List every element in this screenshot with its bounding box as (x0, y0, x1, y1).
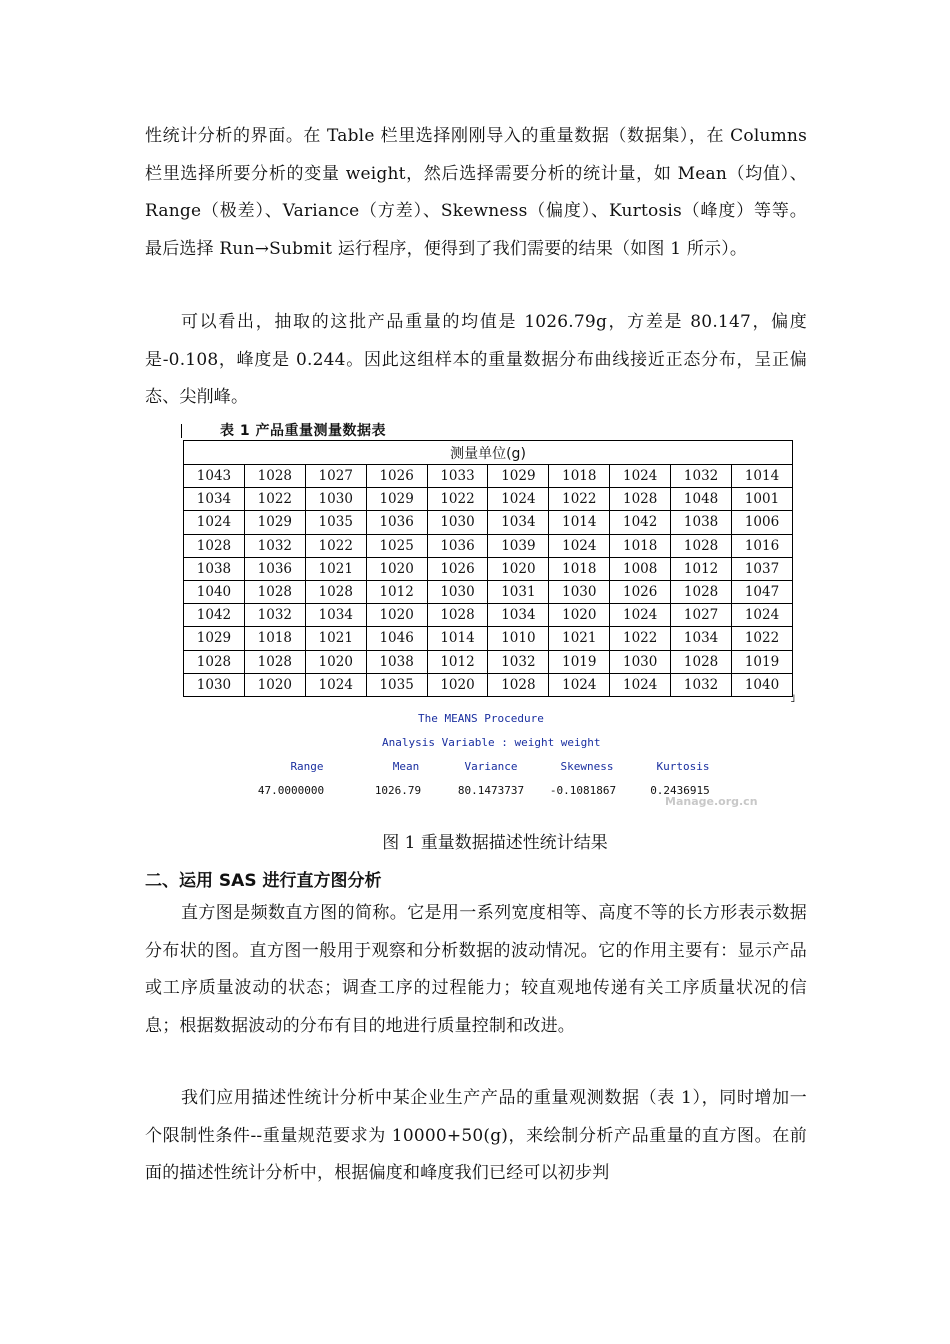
table-cell: 1024 (549, 673, 610, 696)
table-cell: 1022 (549, 488, 610, 511)
section-heading: 二、运用 SAS 进行直方图分析 (145, 871, 382, 891)
table-cell: 1029 (184, 627, 245, 650)
table-end-mark: ˩ (790, 692, 796, 705)
table-row (184, 465, 793, 488)
table-cell: 1047 (732, 580, 793, 603)
table-cell: 1032 (244, 604, 305, 627)
table-cell: 1040 (184, 580, 245, 603)
table-cell: 1029 (488, 465, 549, 488)
table-cell: 1024 (549, 534, 610, 557)
table-body (184, 465, 793, 697)
table-row (184, 673, 793, 696)
table-row (184, 604, 793, 627)
table-cell: 1016 (732, 534, 793, 557)
sas-value-mean: 1026.79 (374, 784, 422, 797)
table-cell: 1030 (427, 580, 488, 603)
table-cell: 1022 (732, 627, 793, 650)
table-cell: 1042 (610, 511, 671, 534)
paragraph-histogram-intro: 直方图是频数直方图的简称。它是用一系列宽度相等、高度不等的长方形表示数据分布状的图。直方图一般用于观察和分析数据的波动情况。它的作用主要有：显示产品或工序质量波动的状态；调查工序的过程能力；较直观地传递有关工序质量状况的信息；根据数据波动的分布有目的地进行质量控制和改进。 (145, 903, 807, 1036)
table-cell: 1018 (610, 534, 671, 557)
table-cell: 1022 (244, 488, 305, 511)
table-cell: 1020 (366, 604, 427, 627)
table-cell: 1036 (427, 534, 488, 557)
table-cell: 1001 (732, 488, 793, 511)
table-cell: 1028 (610, 488, 671, 511)
table-cell: 1038 (366, 650, 427, 673)
table-cell: 1028 (488, 673, 549, 696)
table-caption: 表 1 产品重量测量数据表 (220, 423, 386, 439)
table-cell: 1026 (610, 580, 671, 603)
table-row (184, 627, 793, 650)
table-row (184, 557, 793, 580)
table-cell: 1024 (488, 488, 549, 511)
sas-header-skewness: Skewness (560, 760, 614, 773)
table-cell: 1012 (427, 650, 488, 673)
table-cell: 1027 (305, 465, 366, 488)
table-cell: 1028 (184, 650, 245, 673)
table-cell: 1028 (244, 580, 305, 603)
sas-value-variance: 80.1473737 (457, 784, 525, 797)
table-cell: 1018 (549, 465, 610, 488)
table-cell: 1036 (366, 511, 427, 534)
paragraph-intro: 性统计分析的界面。在 Table 栏里选择刚刚导入的重量数据（数据集），在 Columns 栏里选择所要分析的变量 weight，然后选择需要分析的统计量，如 Mean（均值）、Range（极差）、Variance（方差）、Skewness（偏度）、Kurtosis（峰度）等等。最后选择 Run→Submit 运行程序，便得到了我们需要的结果（如图 1 所示）。 (145, 126, 807, 259)
table-cell: 1032 (671, 465, 732, 488)
table-cell: 1012 (366, 580, 427, 603)
table-cell: 1025 (366, 534, 427, 557)
table-cell: 1034 (184, 488, 245, 511)
table-cell: 1020 (305, 650, 366, 673)
table-cell: 1030 (305, 488, 366, 511)
table-cell: 1024 (610, 673, 671, 696)
table-cell: 1020 (366, 557, 427, 580)
table-cell: 1034 (488, 511, 549, 534)
paragraph-observation: 可以看出，抽取的这批产品重量的均值是 1026.79g，方差是 80.147，偏度是-0.108，峰度是 0.244。因此这组样本的重量数据分布曲线接近正态分布，呈正偏态、尖削峰。 (145, 312, 807, 407)
figure-caption: 图 1 重量数据描述性统计结果 (382, 833, 608, 853)
watermark: Manage.org.cn (665, 795, 758, 808)
table-cell: 1012 (671, 557, 732, 580)
weight-data-table (183, 440, 793, 697)
table-cell: 1020 (244, 673, 305, 696)
table-cell: 1033 (427, 465, 488, 488)
table-cell: 1022 (610, 627, 671, 650)
table-cell: 1036 (244, 557, 305, 580)
table-cell: 1014 (732, 465, 793, 488)
table-cell: 1028 (244, 650, 305, 673)
table-cell: 1028 (671, 534, 732, 557)
table-cell: 1028 (184, 534, 245, 557)
table-cell: 1030 (184, 673, 245, 696)
table-cell: 1028 (671, 580, 732, 603)
table-row (184, 534, 793, 557)
sas-header-mean: Mean (392, 760, 420, 773)
table-cell: 1035 (305, 511, 366, 534)
sas-header-kurtosis: Kurtosis (656, 760, 710, 773)
table-cell: 1029 (366, 488, 427, 511)
table-cell: 1037 (732, 557, 793, 580)
table-cell: 1020 (488, 557, 549, 580)
table-cell: 1032 (488, 650, 549, 673)
table-cell: 1030 (427, 511, 488, 534)
table-cell: 1048 (671, 488, 732, 511)
table-cell: 1028 (671, 650, 732, 673)
table-cell: 1018 (244, 627, 305, 650)
table-cell: 1028 (427, 604, 488, 627)
table-cell: 1022 (427, 488, 488, 511)
table-cell: 1034 (671, 627, 732, 650)
sas-header-variance: Variance (464, 760, 518, 773)
table-header: 测量单位(g) (184, 441, 793, 465)
table-cell: 1034 (488, 604, 549, 627)
sas-value-range: 47.0000000 (257, 784, 325, 797)
table-cell: 1024 (610, 604, 671, 627)
table-cell: 1021 (305, 557, 366, 580)
table-cell: 1019 (732, 650, 793, 673)
table-cell: 1039 (488, 534, 549, 557)
table-cell: 1024 (610, 465, 671, 488)
table-cell: 1038 (671, 511, 732, 534)
sas-variable-line: Analysis Variable : weight weight (382, 736, 601, 749)
table-cell: 1022 (305, 534, 366, 557)
table-cell: 1031 (488, 580, 549, 603)
table-cell: 1027 (671, 604, 732, 627)
text-cursor-mark (181, 424, 182, 438)
table-cell: 1024 (184, 511, 245, 534)
sas-value-kurtosis: 0.2436915 (650, 784, 710, 797)
table-cell: 1014 (427, 627, 488, 650)
table-cell: 1030 (610, 650, 671, 673)
table-cell: 1032 (244, 534, 305, 557)
table-cell: 1032 (671, 673, 732, 696)
table-row (184, 488, 793, 511)
table-cell: 1040 (732, 673, 793, 696)
table-cell: 1021 (305, 627, 366, 650)
table-cell: 1029 (244, 511, 305, 534)
paragraph-application: 我们应用描述性统计分析中某企业生产产品的重量观测数据（表 1），同时增加一个限制性条件--重量规范要求为 10000+50(g)，来绘制分析产品重量的直方图。在前面的描述性统计分析中，根据偏度和峰度我们已经可以初步判 (145, 1088, 807, 1183)
table-cell: 1026 (427, 557, 488, 580)
table-cell: 1010 (488, 627, 549, 650)
sas-procedure-title: The MEANS Procedure (418, 712, 544, 725)
table-cell: 1043 (184, 465, 245, 488)
table-row (184, 580, 793, 603)
table-cell: 1020 (427, 673, 488, 696)
table-cell: 1026 (366, 465, 427, 488)
sas-header-range: Range (290, 760, 324, 773)
table-cell: 1019 (549, 650, 610, 673)
table-cell: 1006 (732, 511, 793, 534)
table-cell: 1030 (549, 580, 610, 603)
table-cell: 1028 (244, 465, 305, 488)
table-row (184, 511, 793, 534)
table-cell: 1024 (305, 673, 366, 696)
table-row (184, 650, 793, 673)
sas-value-skewness: -0.1081867 (549, 784, 617, 797)
table-cell: 1008 (610, 557, 671, 580)
table-cell: 1042 (184, 604, 245, 627)
table-cell: 1024 (732, 604, 793, 627)
table-cell: 1035 (366, 673, 427, 696)
table-cell: 1046 (366, 627, 427, 650)
table-cell: 1018 (549, 557, 610, 580)
table-cell: 1038 (184, 557, 245, 580)
table-cell: 1020 (549, 604, 610, 627)
table-cell: 1014 (549, 511, 610, 534)
table-cell: 1034 (305, 604, 366, 627)
table-cell: 1021 (549, 627, 610, 650)
table-cell: 1028 (305, 580, 366, 603)
